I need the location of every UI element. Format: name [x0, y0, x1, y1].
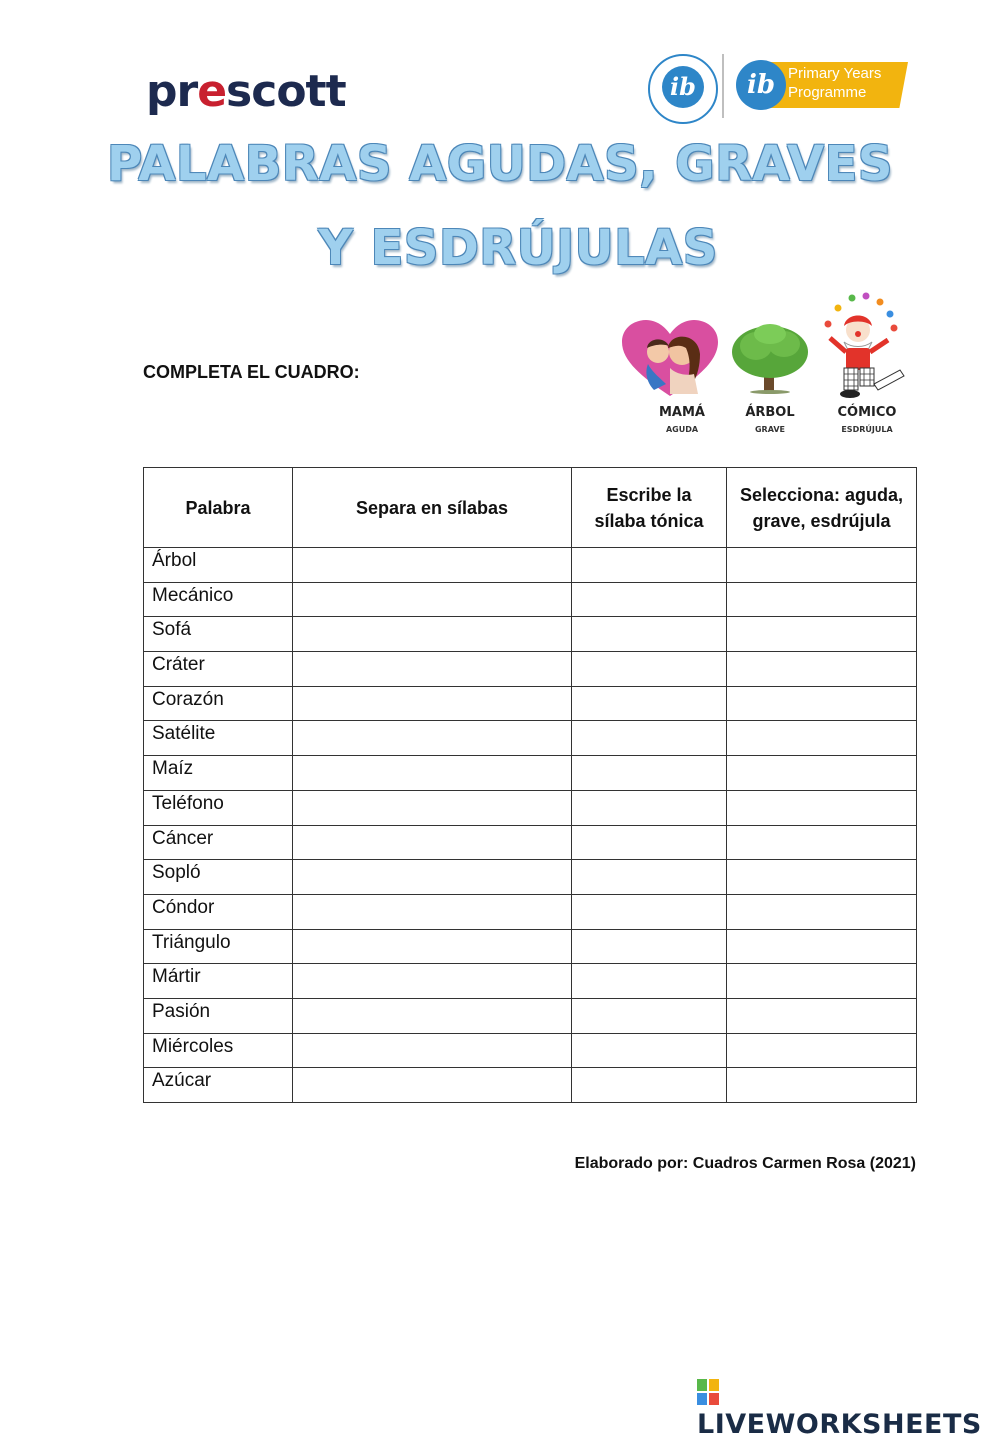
table-row [144, 964, 917, 999]
tonic-syllable-answer-cell[interactable] [572, 617, 727, 652]
tonic-syllable-answer-cell[interactable] [572, 652, 727, 687]
table-row [144, 721, 917, 756]
mother-child-heart-illustration [620, 318, 720, 398]
word-cell: Azúcar [144, 1068, 293, 1103]
example-type-aguda: AGUDA [665, 425, 699, 434]
example-type-esdrujula: ESDRÚJULA [841, 425, 893, 434]
word-cell: Cóndor [144, 894, 293, 929]
table-row [144, 860, 917, 895]
logo-divider [722, 54, 724, 118]
word-cell: Corazón [144, 686, 293, 721]
word-cell: Miércoles [144, 1033, 293, 1068]
accent-type-answer-cell[interactable] [727, 686, 917, 721]
tonic-syllable-answer-cell[interactable] [572, 790, 727, 825]
example-word-comico: CÓMICO [837, 405, 897, 420]
tonic-syllable-answer-cell[interactable] [572, 721, 727, 756]
header-selecciona-tipo: Selecciona: aguda, grave, esdrújula [727, 468, 917, 548]
syllables-answer-cell[interactable] [293, 964, 572, 999]
header-separa-silabas: Separa en sílabas [293, 468, 572, 548]
table-row [144, 1033, 917, 1068]
author-credit: Elaborado por: Cuadros Carmen Rosa (2021) [574, 1155, 916, 1172]
worksheet-title-line-1: PALABRAS AGUDAS, GRAVES [107, 136, 893, 192]
word-cell: Sofá [144, 617, 293, 652]
syllables-answer-cell[interactable] [293, 790, 572, 825]
accent-type-answer-cell[interactable] [727, 860, 917, 895]
accent-type-answer-cell[interactable] [727, 582, 917, 617]
syllables-answer-cell[interactable] [293, 686, 572, 721]
tonic-syllable-answer-cell[interactable] [572, 860, 727, 895]
header-silaba-tonica: Escribe la sílaba tónica [572, 468, 727, 548]
table-row [144, 1068, 917, 1103]
table-row [144, 929, 917, 964]
syllables-answer-cell[interactable] [293, 825, 572, 860]
prescott-logo [146, 66, 346, 117]
accent-type-answer-cell[interactable] [727, 964, 917, 999]
liveworksheets-brand: LIVEWORKSHEETS [697, 1409, 982, 1440]
accent-type-answer-cell[interactable] [727, 790, 917, 825]
accent-type-answer-cell[interactable] [727, 756, 917, 791]
word-cell: Pasión [144, 998, 293, 1033]
accent-type-answer-cell[interactable] [727, 1068, 917, 1103]
tonic-syllable-answer-cell[interactable] [572, 1068, 727, 1103]
word-cell: Árbol [144, 548, 293, 583]
accent-type-answer-cell[interactable] [727, 617, 917, 652]
logo-text-part: pr [146, 66, 198, 117]
syllables-answer-cell[interactable] [293, 756, 572, 791]
syllables-answer-cell[interactable] [293, 860, 572, 895]
liveworksheets-watermark [697, 1378, 1000, 1440]
word-cell: Maíz [144, 756, 293, 791]
pyp-ib-circle: ib [736, 60, 786, 110]
accent-type-answer-cell[interactable] [727, 721, 917, 756]
accent-type-answer-cell[interactable] [727, 929, 917, 964]
syllables-answer-cell[interactable] [293, 652, 572, 687]
tonic-syllable-answer-cell[interactable] [572, 548, 727, 583]
accent-type-answer-cell[interactable] [727, 998, 917, 1033]
tonic-syllable-answer-cell[interactable] [572, 825, 727, 860]
syllables-answer-cell[interactable] [293, 998, 572, 1033]
table-row [144, 686, 917, 721]
tonic-syllable-answer-cell[interactable] [572, 686, 727, 721]
table-body [144, 548, 917, 1103]
example-word-arbol: ÁRBOL [745, 405, 795, 420]
word-cell: Cráter [144, 652, 293, 687]
word-cell: Mártir [144, 964, 293, 999]
clown-juggling-illustration [818, 290, 908, 400]
accent-type-answer-cell[interactable] [727, 825, 917, 860]
instruction-text: COMPLETA EL CUADRO: [143, 362, 360, 382]
syllables-answer-cell[interactable] [293, 548, 572, 583]
ib-world-school-logo [648, 54, 718, 124]
pyp-text [788, 64, 881, 102]
ib-logo-text: ib [662, 66, 704, 108]
tonic-syllable-answer-cell[interactable] [572, 756, 727, 791]
syllables-answer-cell[interactable] [293, 617, 572, 652]
ib-pyp-logo [736, 60, 908, 110]
word-cell: Sopló [144, 860, 293, 895]
table-row [144, 617, 917, 652]
pyp-text-line: Primary Years [788, 65, 882, 82]
accent-type-answer-cell[interactable] [727, 548, 917, 583]
accent-type-answer-cell[interactable] [727, 894, 917, 929]
syllables-answer-cell[interactable] [293, 721, 572, 756]
tonic-syllable-answer-cell[interactable] [572, 998, 727, 1033]
syllables-answer-cell[interactable] [293, 1033, 572, 1068]
logo-text-part: e [197, 66, 227, 117]
syllables-answer-cell[interactable] [293, 894, 572, 929]
tonic-syllable-answer-cell[interactable] [572, 964, 727, 999]
pyp-text-line: Programme [788, 84, 867, 101]
accent-type-answer-cell[interactable] [727, 1033, 917, 1068]
tonic-syllable-answer-cell[interactable] [572, 1033, 727, 1068]
table-row [144, 825, 917, 860]
table-row [144, 652, 917, 687]
syllables-answer-cell[interactable] [293, 1068, 572, 1103]
syllables-answer-cell[interactable] [293, 929, 572, 964]
word-cell: Teléfono [144, 790, 293, 825]
word-cell: Satélite [144, 721, 293, 756]
worksheet-table [143, 467, 917, 1103]
example-type-grave: GRAVE [754, 425, 786, 434]
tonic-syllable-answer-cell[interactable] [572, 894, 727, 929]
table-row [144, 998, 917, 1033]
tree-illustration [730, 322, 810, 394]
tonic-syllable-answer-cell[interactable] [572, 582, 727, 617]
header-palabra: Palabra [144, 468, 293, 548]
table-row [144, 790, 917, 825]
accent-type-answer-cell[interactable] [727, 652, 917, 687]
table-row [144, 548, 917, 583]
word-cell: Triángulo [144, 929, 293, 964]
table-row [144, 894, 917, 929]
logo-text-part: scott [226, 66, 346, 117]
word-cell: Mecánico [144, 582, 293, 617]
table-row [144, 582, 917, 617]
word-cell: Cáncer [144, 825, 293, 860]
liveworksheets-logo-icon [697, 1379, 719, 1405]
syllables-answer-cell[interactable] [293, 582, 572, 617]
example-word-mama: MAMÁ [659, 405, 705, 420]
table-row [144, 756, 917, 791]
table-header-row [144, 468, 917, 548]
tonic-syllable-answer-cell[interactable] [572, 929, 727, 964]
worksheet-title-line-2: Y ESDRÚJULAS [318, 220, 718, 276]
